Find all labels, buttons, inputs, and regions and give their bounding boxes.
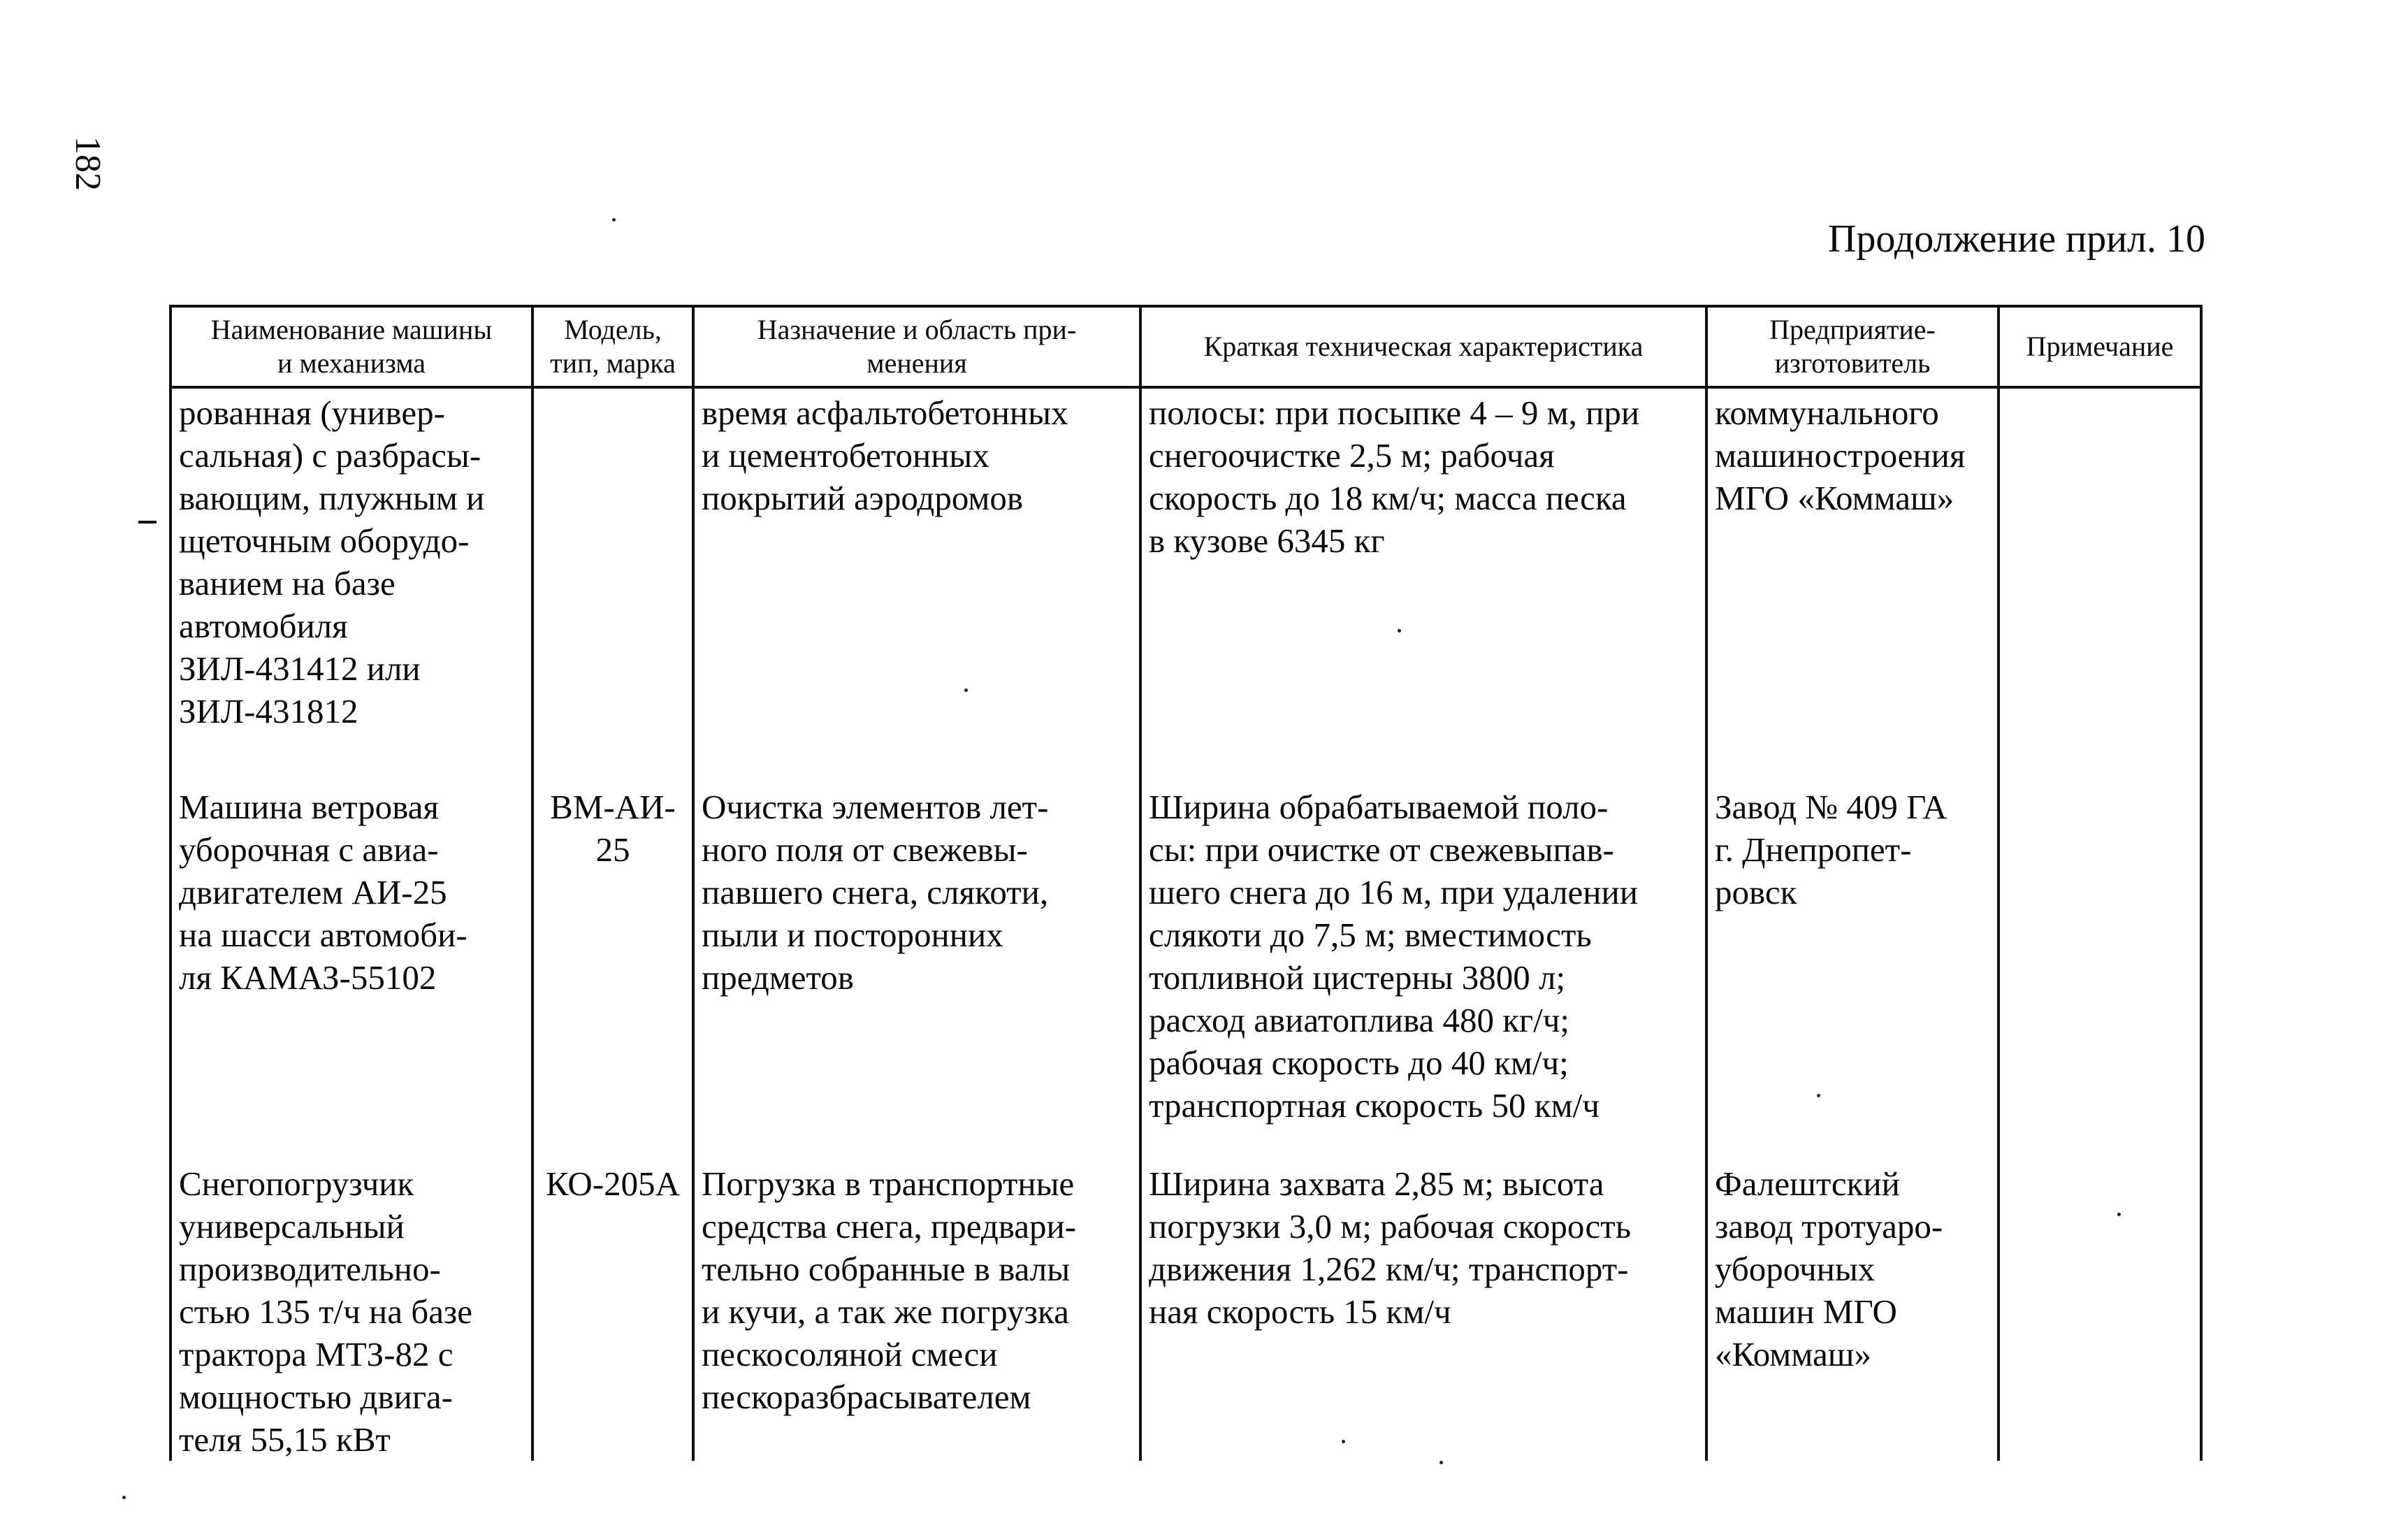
machinery-table [169, 305, 2203, 1461]
table-row [171, 1160, 2201, 1461]
cell-purpose: Очистка элементов лет- ного поля от свежевы- павшего снега, слякоти, пыли и посторонних предметов [693, 783, 1140, 1160]
page-number: 182 [68, 136, 108, 191]
scan-speck [1439, 1461, 1443, 1464]
header-purpose: Назначение и область при- менения [693, 306, 1140, 387]
cell-manufacturer: коммунального машиностроения МГО «Коммаш» [1706, 387, 1999, 783]
header-model: Модель, тип, марка [532, 306, 693, 387]
margin-dash-mark [138, 521, 157, 524]
header-specs: Краткая техническая характеристика [1140, 306, 1706, 387]
cell-model: ВМ-АИ- 25 [532, 783, 693, 1160]
cell-note [1999, 783, 2201, 1160]
scan-speck [1398, 629, 1401, 633]
cell-specs: полосы: при посыпке 4 – 9 м, при снегоочистке 2,5 м; рабочая скорость до 18 км/ч; масса песка в кузове 6345 кг [1140, 387, 1706, 783]
scan-speck [1817, 1094, 1820, 1097]
cell-specs: Ширина обрабатываемой поло- сы: при очистке от свежевыпав- шего снега до 16 м, при удалении слякоти до 7,5 м; вместимость топливной цистерны 3800 л; расход авиатоплива 480 кг/ч; рабочая скорость до 40 км/ч; транспортная скорость 50 км/ч [1140, 783, 1706, 1160]
scan-speck [964, 688, 968, 692]
scan-speck [122, 1496, 126, 1499]
table-row [171, 387, 2201, 783]
cell-manufacturer: Фалештский завод тротуаро- уборочных машин МГО «Коммаш» [1706, 1160, 1999, 1461]
continuation-label: Продолжение прил. 10 [1827, 217, 2205, 261]
table-row [171, 783, 2201, 1160]
header-manufacturer: Предприятие- изготовитель [1706, 306, 1999, 387]
cell-purpose: время асфальтобетонных и цементобетонных покрытий аэродромов [693, 387, 1140, 783]
cell-note [1999, 1160, 2201, 1461]
cell-machine-name: рованная (универ- сальная) с разбрасы- вающим, плужным и щеточным оборудо- ванием на базе автомобиля ЗИЛ-431412 или ЗИЛ-431812 [171, 387, 532, 783]
cell-specs: Ширина захвата 2,85 м; высота погрузки 3,0 м; рабочая скорость движения 1,262 км/ч; транспорт- ная скорость 15 км/ч [1140, 1160, 1706, 1461]
cell-machine-name: Снегопогрузчик универсальный производительно- стью 135 т/ч на базе трактора МТЗ-82 с мощностью двига- теля 55,15 кВт [171, 1160, 532, 1461]
cell-manufacturer: Завод № 409 ГА г. Днепропет- ровск [1706, 783, 1999, 1160]
cell-purpose: Погрузка в транспортные средства снега, предвари- тельно собранные в валы и кучи, а так же погрузка пескосоляной смеси пескоразбрасывателем [693, 1160, 1140, 1461]
scan-speck [2117, 1213, 2121, 1216]
header-machine-name: Наименование машины и механизма [171, 306, 532, 387]
scan-speck [612, 218, 616, 222]
cell-note [1999, 387, 2201, 783]
cell-model: КО-205А [532, 1160, 693, 1461]
table-header-row [171, 306, 2201, 387]
scan-speck [1342, 1440, 1345, 1443]
header-note: Примечание [1999, 306, 2201, 387]
cell-model [532, 387, 693, 783]
cell-machine-name: Машина ветровая уборочная с авиа- двигателем АИ-25 на шасси автомоби- ля КАМАЗ-55102 [171, 783, 532, 1160]
